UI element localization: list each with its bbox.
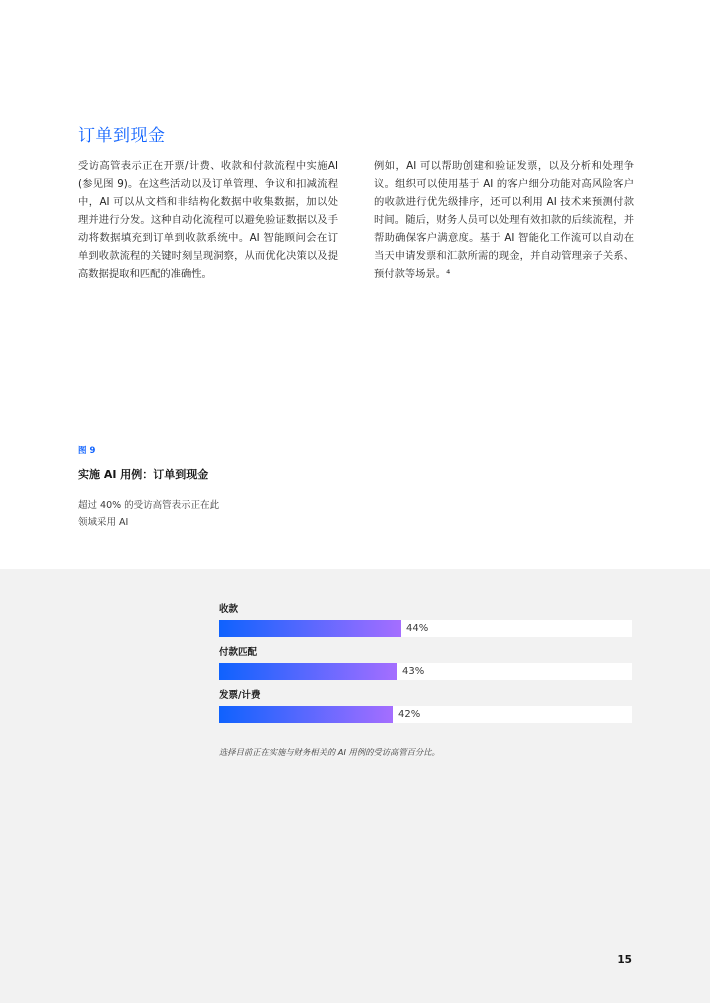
bar-value-label: 43% xyxy=(402,666,425,677)
figure-title: 实施 AI 用例：订单到现金 xyxy=(78,468,209,481)
bar-category-label: 收款 xyxy=(219,604,239,615)
bar-group xyxy=(219,603,632,637)
page-number: 15 xyxy=(617,954,632,966)
section-title: 订单到现金 xyxy=(78,126,166,146)
bar-value-label: 42% xyxy=(398,709,421,720)
bar-track xyxy=(219,663,632,680)
bar-track xyxy=(219,620,632,637)
bar-group xyxy=(219,689,632,723)
body-paragraph-right: 例如，AI 可以帮助创建和验证发票，以及分析和处理争议。组织可以使用基于 AI 的客户细分功能对高风险客户的收款进行优先级排序，还可以利用 AI 技术来预测付款时间。随后，财务人员可以处理有效扣款的后续流程，并帮助确保客户满意度。基于 AI 智能化工作流可以自动在当天申请发票和汇款所需的现金，并自动管理亲子关系、预付款等场景。⁴ xyxy=(374,160,634,280)
bar-track xyxy=(219,706,632,723)
bar-category-label: 付款匹配 xyxy=(219,647,258,658)
bar-category-label: 发票/计费 xyxy=(219,690,261,701)
bar xyxy=(219,706,393,723)
chart-note: 选择目前正在实施与财务相关的 AI 用例的受访高管百分比。 xyxy=(219,747,440,757)
bar-group xyxy=(219,646,632,680)
bar-value-label: 44% xyxy=(406,623,429,634)
figure-label: 图 9 xyxy=(78,446,96,456)
body-paragraph-left: 受访高管表示正在开票/计费、收款和付款流程中实施AI (参见图 9)。在这些活动以及订单管理、争议和扣减流程中，AI 可以从文档和非结构化数据中收集数据，加以处理并进行分发。这种自动化流程可以避免验证数据以及手动将数据填充到订单到收款系统中。AI 智能顾问会在订单到收款流程的关键时刻呈现洞察，从而优化决策以及提高数据提取和匹配的准确性。 xyxy=(78,160,338,280)
bar xyxy=(219,620,401,637)
figure-subtitle: 超过 40% 的受访高管表示正在此领域采用 AI xyxy=(78,500,220,528)
bar xyxy=(219,663,397,680)
